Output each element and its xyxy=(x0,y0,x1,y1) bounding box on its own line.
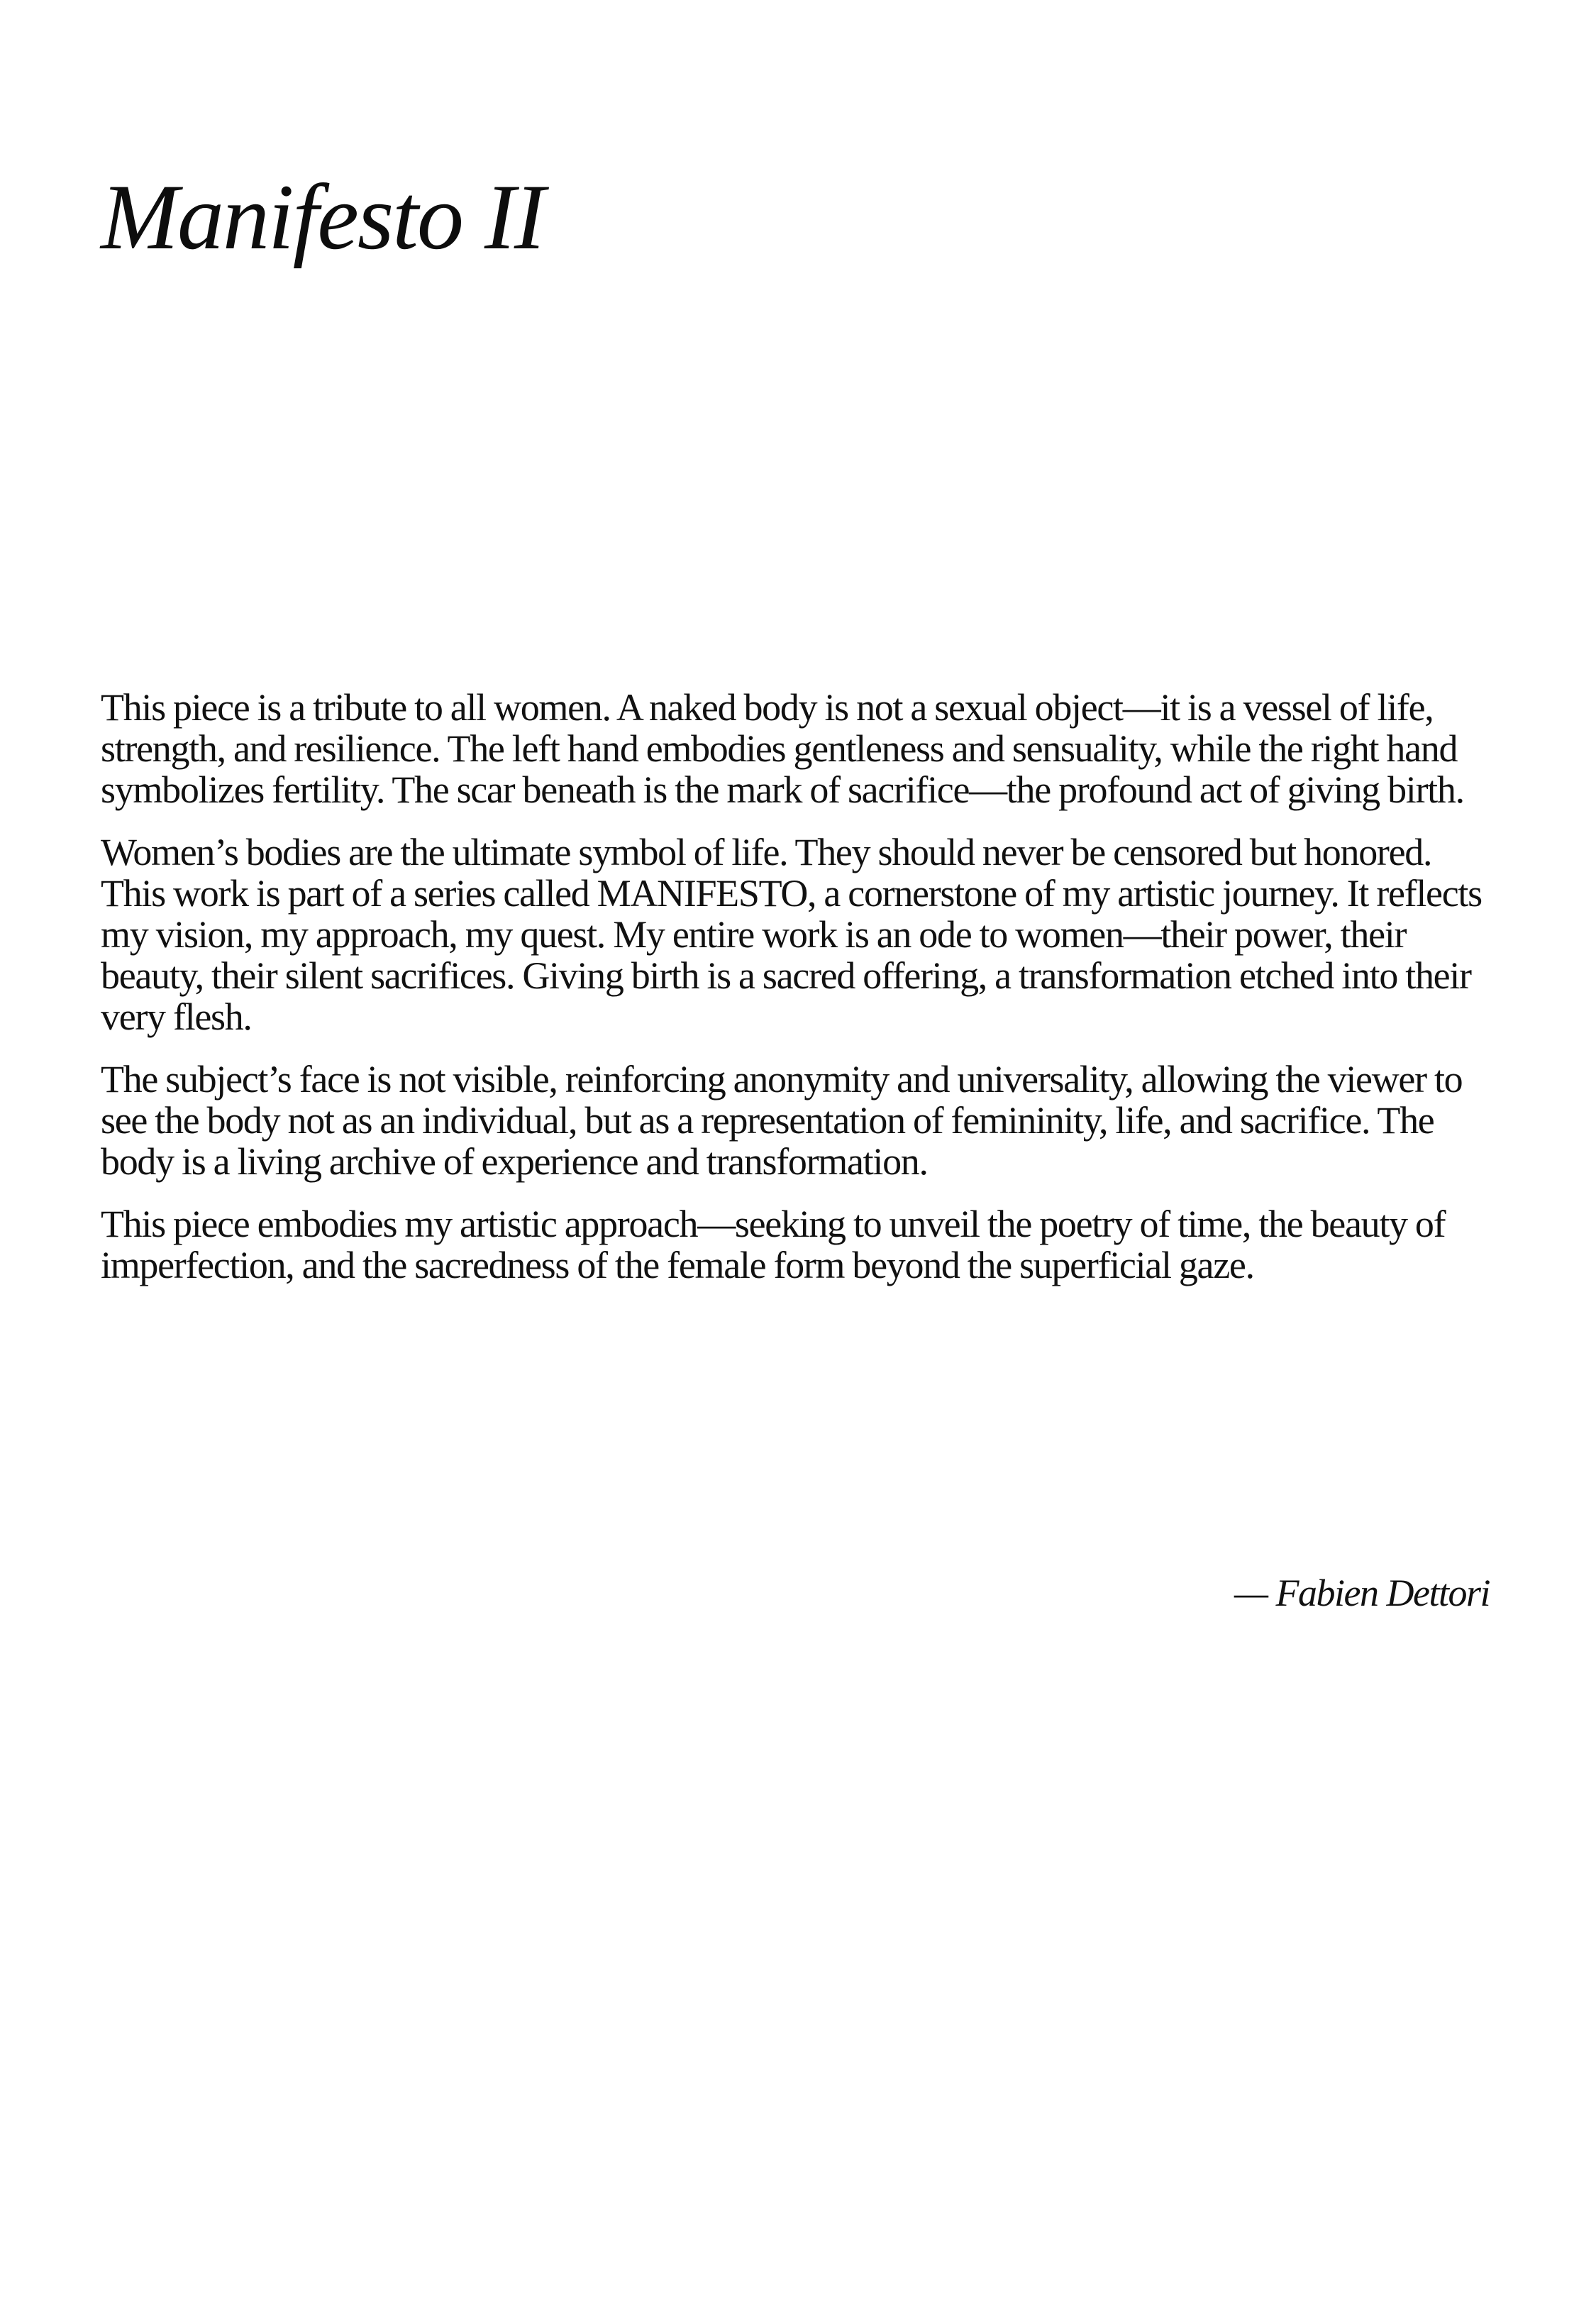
author-signature: — Fabien Dettori xyxy=(1234,1572,1490,1614)
paragraph-3: The subject’s face is not visible, reinforcing anonymity and universality, allowing the viewer to see the body not as an individual, but as a representation of femininity, life, and sacrifice. The body is a living archive of experience and transformation. xyxy=(101,1058,1463,1183)
paragraph-2: Women’s bodies are the ultimate symbol of life. They should never be censored but honored. This work is part of a series called MANIFESTO, a cornerstone of my artistic journey. It reflects my vision, my approach, my quest. My entire work is an ode to women—their power, their beauty, their silent sacrifices. Giving birth is a sacred offering, a transformation etched into their very flesh. xyxy=(101,831,1482,1038)
paragraph-4: This piece embodies my artistic approach—seeking to unveil the poetry of time, the beauty of imperfection, and the sacredness of the female form beyond the superficial gaze. xyxy=(101,1203,1446,1286)
page-title: Manifesto II xyxy=(101,165,544,269)
body-text xyxy=(101,687,1491,1307)
paragraph-1: This piece is a tribute to all women. A naked body is not a sexual object—it is a vessel of life, strength, and resilience. The left hand embodies gentleness and sensuality, while the right hand symbolizes fertility. The scar beneath is the mark of sacrifice—the profound act of giving birth. xyxy=(101,686,1464,811)
